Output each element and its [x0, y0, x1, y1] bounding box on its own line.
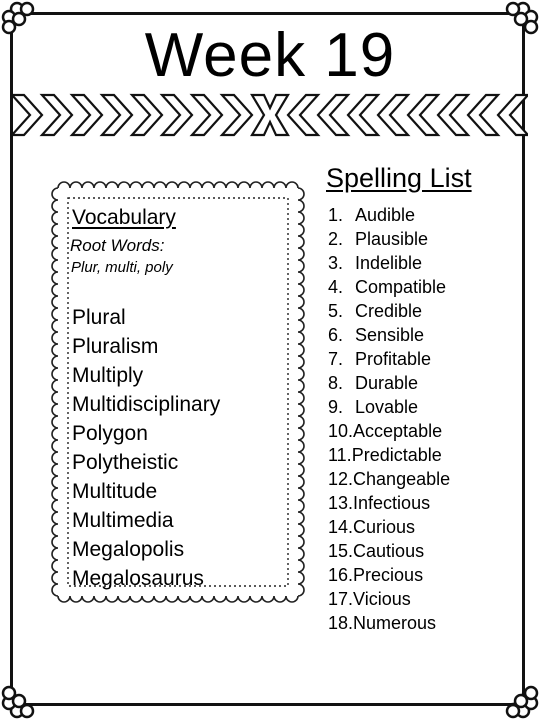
- list-item: 5. Credible: [328, 301, 423, 321]
- list-item: 11.Predictable: [328, 445, 442, 465]
- list-item: 7. Profitable: [328, 349, 432, 369]
- list-item: Pluralism: [72, 335, 159, 358]
- spelling-list: [328, 203, 450, 635]
- list-item: 4. Compatible: [328, 277, 447, 297]
- list-item: 13.Infectious: [328, 493, 431, 513]
- list-item: Megalopolis: [72, 538, 185, 561]
- corner-flower-icon: [500, 680, 540, 720]
- list-item: Polygon: [72, 422, 148, 445]
- page-title: Week 19: [144, 21, 396, 90]
- list-item: 15.Cautious: [328, 541, 425, 561]
- list-item: 14.Curious: [328, 517, 416, 537]
- list-item: Multitude: [72, 480, 158, 503]
- list-item: 2. Plausible: [328, 229, 429, 249]
- list-item: Multiply: [72, 364, 144, 387]
- list-item: 16.Precious: [328, 565, 424, 585]
- corner-flower-icon: [0, 680, 40, 720]
- list-item: 9. Lovable: [328, 397, 419, 417]
- list-item: 10.Acceptable: [328, 421, 443, 441]
- vocabulary-heading: Vocabulary: [72, 206, 176, 229]
- list-item: 6. Sensible: [328, 325, 425, 345]
- spelling-list-heading: Spelling List: [326, 163, 472, 193]
- root-words-values: Plur, multi, poly: [71, 259, 173, 276]
- vocabulary-list: [72, 303, 220, 593]
- list-item: Multidisciplinary: [72, 393, 221, 416]
- root-words-label: Root Words:: [70, 236, 165, 255]
- list-item: 12.Changeable: [328, 469, 451, 489]
- list-item: Multimedia: [72, 509, 174, 532]
- list-item: 18.Numerous: [328, 613, 437, 633]
- chevron-banner-icon: [12, 92, 528, 138]
- list-item: 8. Durable: [328, 373, 419, 393]
- list-item: 1. Audible: [328, 205, 416, 225]
- list-item: Polytheistic: [72, 451, 179, 474]
- list-item: Megalosaurus: [72, 567, 204, 590]
- list-item: 17.Vicious: [328, 589, 411, 609]
- list-item: 3. Indelible: [328, 253, 423, 273]
- list-item: Plural: [72, 306, 126, 329]
